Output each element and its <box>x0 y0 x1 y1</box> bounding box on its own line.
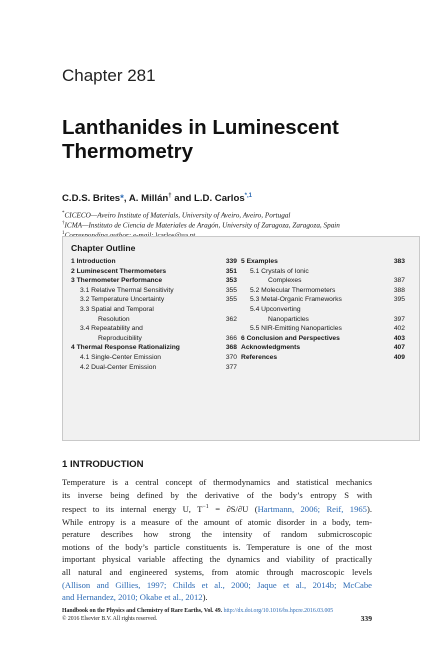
outline-entry-page: 383 <box>393 258 405 265</box>
citation-link[interactable]: and Hernandez, 2010; Okabe et al., 2012 <box>62 592 203 603</box>
chapter-label: Chapter 281 <box>62 66 156 85</box>
outline-entry-page: 362 <box>225 315 237 323</box>
author-brites-footnote-link[interactable]: * <box>120 193 124 205</box>
outline-entry[interactable] <box>71 363 237 373</box>
paragraph-line: respect to its internal energy U, $T^{-1} = \partial S/\partial U$ (Hartmann, 2006; Reif, 1965). <box>62 504 372 515</box>
outline-entry-page: 355 <box>225 296 237 304</box>
outline-entry[interactable] <box>71 343 237 353</box>
author-list <box>62 193 252 204</box>
outline-entry[interactable] <box>71 295 237 305</box>
outline-entry-label: 5.3 Metal-Organic Frameworks <box>250 296 342 304</box>
outline-entry-page: 355 <box>225 286 237 294</box>
author-carlos-footnote-link[interactable]: *,1 <box>244 193 252 199</box>
affiliation-2-text: ICMA—Instituto de Ciencia de Materiales de Aragón, University of Zaragoza, Zaragoza, Spain <box>64 221 340 230</box>
outline-entry-page: 407 <box>393 344 405 352</box>
outline-entry[interactable] <box>241 315 405 325</box>
page-footer <box>62 607 372 623</box>
outline-entry-label: 6 Conclusion and Perspectives <box>241 334 340 342</box>
outline-entry-label: Reproducibility <box>98 334 142 342</box>
outline-entry-page: 395 <box>393 296 405 304</box>
outline-entry-page: 402 <box>393 325 405 333</box>
outline-entry[interactable] <box>241 334 405 344</box>
outline-entry-label: 3 Thermometer Performance <box>71 277 163 285</box>
chapter-title <box>62 116 339 164</box>
outline-entry-label: 3.1 Relative Thermal Sensitivity <box>80 286 174 294</box>
outline-entry-label: Acknowledgments <box>241 344 301 352</box>
paragraph-line: motions of the body’s particle constituents is. Temperature is one of the most <box>62 541 372 552</box>
paragraph-line: While entropy is a measure of the amount of atomic disorder in a body, tem- <box>62 516 372 527</box>
chapter-title-line-2: Thermometry <box>62 140 194 163</box>
footer-doi-link[interactable]: http://dx.doi.org/10.1016/bs.hpcre.2016.03.005 <box>223 608 334 614</box>
outline-entry-page: 368 <box>225 344 237 352</box>
affiliation-2 <box>62 221 340 229</box>
author-millan: , A. Millán <box>123 193 169 205</box>
paragraph-line: important physical variable affecting the dynamics and viability of practically <box>62 554 372 565</box>
outline-entry-label: 5.5 NIR-Emitting Nanoparticles <box>250 325 342 333</box>
outline-entry[interactable] <box>71 286 237 296</box>
outline-entry-label: 3.3 Spatial and Temporal <box>80 305 154 313</box>
outline-entry[interactable] <box>241 257 405 267</box>
outline-entry[interactable] <box>241 295 405 305</box>
outline-entry-label: 3.4 Repeatability and <box>80 325 143 333</box>
outline-entry[interactable] <box>241 267 405 277</box>
outline-entry[interactable] <box>71 257 237 267</box>
outline-entry[interactable] <box>241 343 405 353</box>
outline-entry-page: 387 <box>393 277 405 285</box>
affiliation-3-mark: 1 <box>62 231 65 236</box>
outline-entry[interactable] <box>71 267 237 277</box>
outline-entry[interactable] <box>241 353 405 363</box>
paragraph-line: and Hernandez, 2010; Okabe et al., 2012). <box>62 592 208 603</box>
outline-entry[interactable] <box>241 324 405 334</box>
outline-entry[interactable] <box>241 276 405 286</box>
outline-entry[interactable] <box>71 324 237 334</box>
outline-entry-page: 397 <box>393 315 405 323</box>
introduction-paragraph <box>62 476 372 604</box>
outline-entry-label: Resolution <box>98 315 130 323</box>
outline-entry-label: 5.2 Molecular Thermometers <box>250 286 336 294</box>
outline-entry-label: 4.2 Dual-Center Emission <box>80 363 157 371</box>
chapter-outline-title: Chapter Outline <box>71 243 136 253</box>
outline-entry-page: 409 <box>393 353 405 361</box>
footer-journal: Handbook on the Physics and Chemistry of Rare Earths, Vol. 49. <box>62 608 224 614</box>
outline-entry-label: Complexes <box>268 277 302 285</box>
outline-entry-page: 403 <box>393 334 405 342</box>
author-brites: C.D.S. Brites <box>62 193 121 205</box>
outline-entry-label: 2 Luminescent Thermometers <box>71 267 167 275</box>
chapter-outline-right-column <box>241 257 405 363</box>
outline-entry-label: 4.1 Single-Center Emission <box>80 353 162 361</box>
outline-entry-page: 351 <box>225 267 237 275</box>
outline-entry-label: 5 Examples <box>241 258 278 265</box>
outline-entry-page: 366 <box>225 334 237 342</box>
footer-copyright: © 2016 Elsevier B.V. All rights reserved. <box>62 616 158 622</box>
affiliation-1-text: CICECO—Aveiro Institute of Materials, University of Aveiro, Aveiro, Portugal <box>64 211 291 220</box>
outline-entry[interactable] <box>71 315 237 325</box>
paragraph-line: all natural and engineered systems, from atomic through macroscopic levels <box>62 567 372 578</box>
author-millan-mark: † <box>168 193 172 199</box>
outline-entry-label: 5.4 Upconverting <box>250 305 301 313</box>
citation-link[interactable]: Hartmann, 2006; Reif, 1965 <box>257 504 367 515</box>
citation-link[interactable]: (Allison and Gillies, 1997; Childs et al., 2000; Jaque et al., 2014b; McCabe <box>62 579 372 590</box>
paragraph-line: Temperature is a central concept of thermodynamics and statistical mechanics <box>62 477 372 487</box>
section-heading-introduction: 1 INTRODUCTION <box>62 459 144 470</box>
outline-entry-label: 1 Introduction <box>71 258 116 265</box>
affiliation-2-mark: † <box>62 221 65 226</box>
affiliation-1 <box>62 211 290 219</box>
outline-entry-page: 377 <box>225 363 237 371</box>
outline-entry-label: Nanoparticles <box>268 315 309 323</box>
outline-entry-page: 353 <box>225 277 237 285</box>
outline-entry-label: References <box>241 353 278 361</box>
outline-entry-label: 4 Thermal Response Rationalizing <box>71 344 180 352</box>
chapter-outline-box <box>62 236 420 441</box>
footer-citation <box>62 607 372 615</box>
outline-entry[interactable] <box>241 286 405 296</box>
affiliation-1-mark: * <box>62 211 65 216</box>
paragraph-line: its inverse being defined by the derivative of the body’s entropy S with <box>62 489 372 500</box>
outline-entry-page: 388 <box>393 286 405 294</box>
paragraph-line <box>62 579 372 592</box>
paragraph-line: perature describes how strong the intensity of random submicroscopic <box>62 529 372 540</box>
outline-entry-page: 370 <box>225 353 237 361</box>
outline-entry[interactable] <box>71 353 237 363</box>
outline-entry[interactable] <box>71 305 237 315</box>
outline-entry-label: 5.1 Crystals of Ionic <box>250 267 309 275</box>
chapter-title-line-1: Lanthanides in Luminescent <box>62 116 339 139</box>
outline-entry-label: 3.2 Temperature Uncertainty <box>80 296 165 304</box>
author-carlos: and L.D. Carlos <box>171 193 245 205</box>
page-number: 339 <box>360 614 372 623</box>
outline-entry[interactable] <box>71 276 237 286</box>
outline-entry[interactable] <box>71 334 237 344</box>
chapter-outline-left-column <box>71 257 237 372</box>
outline-entry-page: 339 <box>225 258 237 265</box>
outline-entry[interactable] <box>241 305 405 315</box>
